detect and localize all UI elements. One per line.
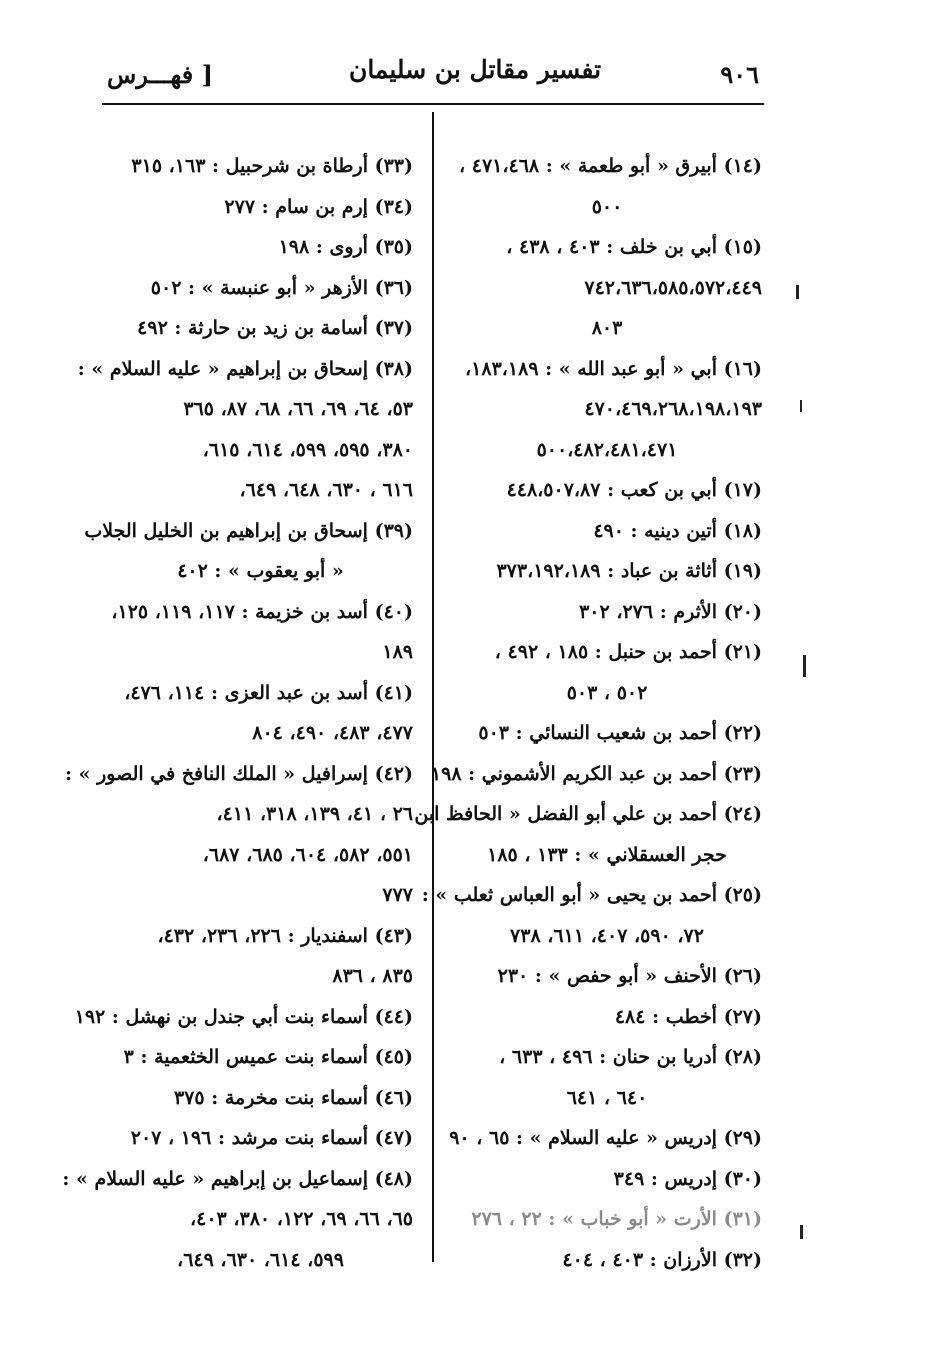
index-entry: (٤٣) اسفنديار : ٢٢٦، ٢٣٦، ٤٣٢، xyxy=(157,924,413,947)
index-entry-continuation: ٧٧٧ xyxy=(382,884,413,906)
index-entry: (٣١) الأرت « أبو خباب » : ٢٢ ، ٢٧٦ xyxy=(471,1208,762,1230)
index-entry: (٢١) أحمد بن حنبل : ١٨٥ ، ٤٩٢ ، xyxy=(494,641,762,663)
index-entry: (٣٠) إدريس : ٣٤٩ xyxy=(613,1167,762,1190)
index-entry: (٣٢) الأرزان : ٤٠٣ ، ٤٠٤ xyxy=(562,1248,762,1271)
index-entry: (٢٧) أخطب : ٤٨٤ xyxy=(614,1005,762,1028)
index-entry: (٢٥) أحمد بن يحيى « أبو العباس ثعلب » : xyxy=(421,884,762,906)
index-entry-continuation: ٤٧٠،٤٦٩،٢٦٨،١٩٨،١٩٣ xyxy=(584,398,762,420)
index-entry-continuation: ١٨٩ xyxy=(382,641,413,663)
index-entry-continuation: ٥٥١، ٥٨٢، ٦٠٤، ٦٨٥، ٦٨٧، xyxy=(202,843,413,866)
index-entry: (٢٨) أدريا بن حنان : ٤٩٦ ، ٦٣٣ ، xyxy=(499,1046,762,1068)
index-entry-continuation: ٦٥، ٦٦، ٦٩، ١٢٢، ٣٨٠، ٤٠٣، xyxy=(189,1208,413,1230)
index-entry: (٢٠) الأثرم : ٢٧٦، ٣٠٢ xyxy=(579,600,762,623)
index-entry: (٣٤) إرم بن سام : ٢٧٧ xyxy=(224,195,413,218)
index-entry: (٤٨) إسماعيل بن إبراهيم « عليه السلام » : xyxy=(62,1167,413,1190)
index-entry: (١٤) أبيرق « أبو طعمة » : ٤٧١،٤٦٨ ، xyxy=(459,155,762,177)
index-entry-continuation: « أبو يعقوب » : ٤٠٢ xyxy=(177,560,344,582)
index-entry-continuation: ٥٩٩، ٦١٤، ٦٣٠، ٦٤٩، xyxy=(177,1248,344,1271)
index-entry: (١٧) أبي بن كعب : ٤٤٨،٥٠٧،٨٧ xyxy=(506,479,762,501)
index-entry: (٢٣) أحمد بن عبد الكريم الأشموني : ١٩٨ xyxy=(430,762,762,785)
page-number: ٩٠٦ xyxy=(720,60,759,89)
index-entry: (٤٤) أسماء بنت أبي جندل بن نهشل : ١٩٢ xyxy=(74,1005,413,1028)
index-entry: (٢٢) أحمد بن شعيب النسائي : ٥٠٣ xyxy=(478,722,762,744)
scan-speck xyxy=(800,400,802,412)
index-entry-continuation: ٥٠٢ ، ٥٠٣ xyxy=(566,681,648,704)
index-entry-continuation: ٦١٦ ، ٦٣٠، ٦٤٨، ٦٤٩، xyxy=(239,479,413,501)
index-entry-continuation: ٨٠٣ xyxy=(591,317,623,339)
index-entry: (٢٤) أحمد بن علي أبو الفضل « الحافظ ابن xyxy=(414,803,762,825)
book-title: تفسير مقاتل بن سليمان xyxy=(348,55,602,84)
index-column-left xyxy=(62,146,413,1280)
scan-speck xyxy=(796,285,799,299)
index-entry: (١٥) أبي بن خلف : ٤٠٣ ، ٤٣٨ ، xyxy=(506,236,762,258)
index-entry: (٤٢) إسرافيل « الملك النافخ في الصور » : xyxy=(64,762,413,785)
index-entry-continuation: ٨٣٥ ، ٨٣٦ xyxy=(332,965,413,987)
index-entry-continuation: حجر العسقلاني » : ١٣٣ ، ١٨٥ xyxy=(487,843,727,866)
scan-speck xyxy=(803,655,806,677)
index-entry: (٤٦) أسماء بنت مخرمة : ٣٧٥ xyxy=(174,1086,413,1109)
section-label: [ فهـــرس xyxy=(107,60,213,89)
column-divider xyxy=(432,112,434,1262)
index-entry: (٣٧) أسامة بن زيد بن حارثة : ٤٩٢ xyxy=(137,317,413,339)
header-rule xyxy=(102,103,764,105)
scan-speck xyxy=(800,1225,803,1239)
index-entry: (٤٠) أسد بن خزيمة : ١١٧، ١١٩، ١٢٥، xyxy=(111,600,413,623)
index-entry: (٣٥) أروى : ١٩٨ xyxy=(278,236,413,258)
index-entry-continuation: ٣٨٠، ٥٩٥، ٥٩٩، ٦١٤، ٦١٥، xyxy=(202,438,413,461)
index-column-right xyxy=(414,146,762,1280)
index-entry-continuation: ٧٤٢،٦٣٦،٥٨٥،٥٧٢،٤٤٩ xyxy=(584,276,762,299)
index-entry: (١٩) أثاثة بن عباد : ٣٧٣،١٩٢،١٨٩ xyxy=(496,560,762,582)
index-entry: (٢٩) إدريس « عليه السلام » : ٦٥ ، ٩٠ xyxy=(449,1127,762,1149)
index-entry-continuation: ٤٧٧، ٤٨٣، ٤٩٠، ٨٠٤ xyxy=(252,722,413,744)
index-entry: (٤٧) أسماء بنت مرشد : ١٩٦ ، ٢٠٧ xyxy=(130,1127,413,1149)
index-entry-continuation: ٥٠٠ xyxy=(591,195,623,218)
index-entry: (٣٨) إسحاق بن إبراهيم « عليه السلام » : xyxy=(77,357,413,380)
index-entry-continuation: ٥٣، ٦٤، ٦٩، ٦٦، ٦٨، ٨٧، ٣٦٥ xyxy=(183,398,413,420)
index-entry: (٢٦) الأحنف « أبو حفص » : ٢٣٠ xyxy=(497,965,762,987)
index-entry: (١٨) أتين دينيه : ٤٩٠ xyxy=(593,519,762,542)
index-entry-continuation: ٧٢، ٥٩٠، ٤٠٧، ٦١١، ٧٣٨ xyxy=(510,924,704,947)
index-entry: (٤٥) أسماء بنت عميس الخثعمية : ٣ xyxy=(123,1046,413,1068)
index-entry: (٤١) أسد بن عبد العزى : ١١٤، ٤٧٦، xyxy=(124,681,413,704)
index-entry: (٣٩) إسحاق بن إبراهيم بن الخليل الجلاب xyxy=(84,519,413,542)
index-entry-continuation: ٥٠٠،٤٨٢،٤٨١،٤٧١ xyxy=(536,438,678,461)
index-entry: (٣٦) الأزهر « أبو عنبسة » : ٥٠٢ xyxy=(150,276,413,299)
index-entry: (١٦) أبي « أبو عبد الله » : ١٨٣،١٨٩، xyxy=(465,357,762,380)
index-entry-continuation: ٢٦ ، ٤١، ١٣٩، ٣١٨، ٤١١، xyxy=(216,803,413,825)
index-entry: (٣٣) أرطاة بن شرحبيل : ١٦٣، ٣١٥ xyxy=(131,155,413,177)
index-entry-continuation: ٦٤٠ ، ٦٤١ xyxy=(566,1086,648,1109)
